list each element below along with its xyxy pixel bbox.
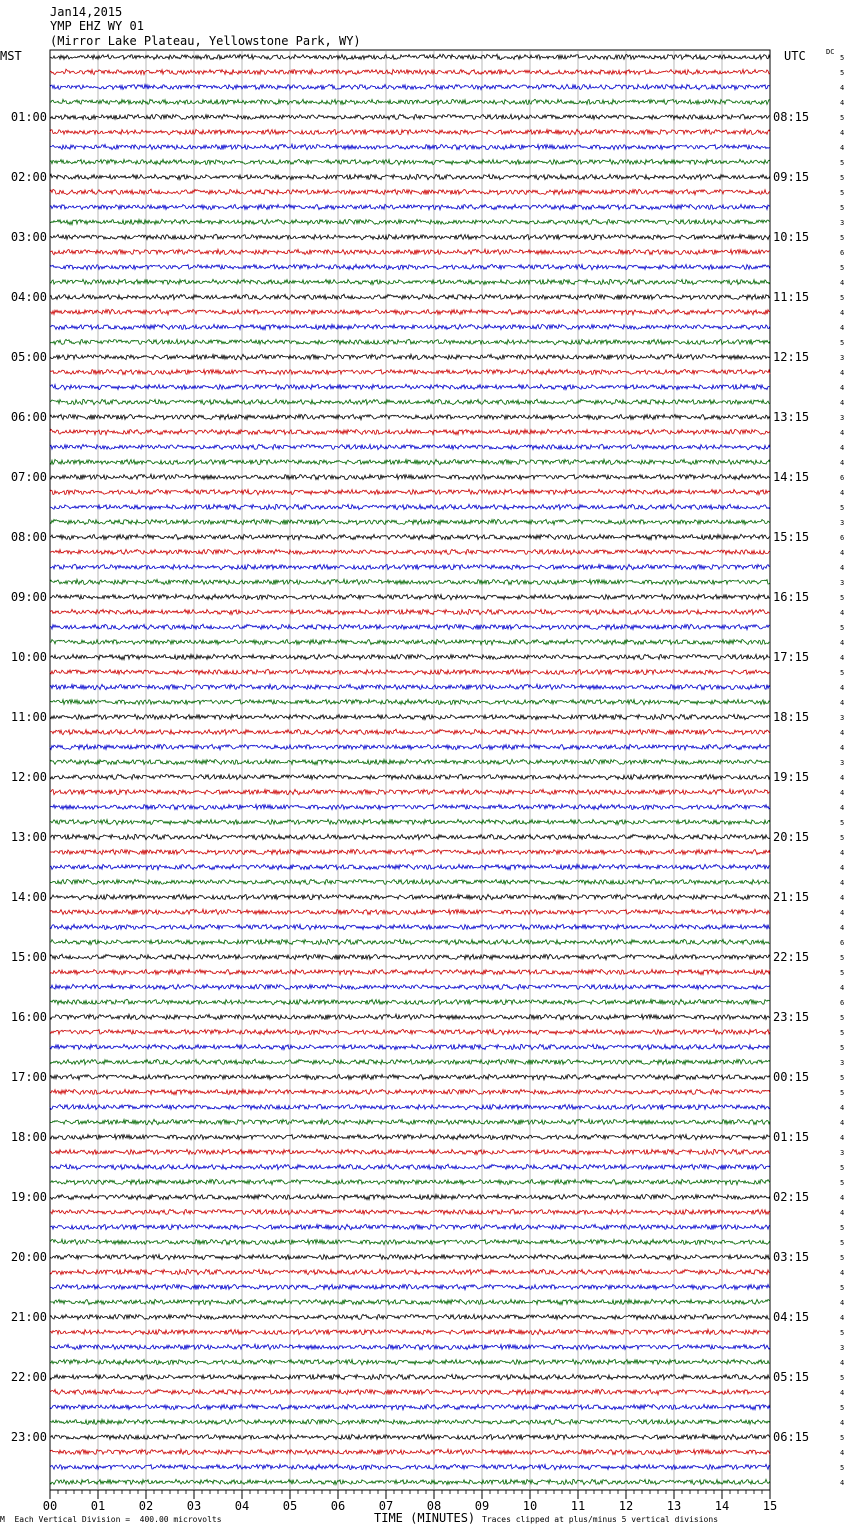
dc-offset-value: 4: [840, 429, 845, 437]
seismic-trace: [50, 1359, 770, 1365]
seismic-trace: [50, 264, 770, 269]
seismic-trace: [50, 1344, 770, 1349]
mst-hour-label: 05:00: [10, 350, 47, 364]
x-tick-label: 05: [282, 1499, 298, 1513]
seismic-trace: [50, 294, 770, 300]
dc-offset-value: 5: [840, 339, 845, 347]
dc-offset-value: 5: [840, 189, 845, 197]
dc-offset-value: 5: [840, 1044, 845, 1052]
dc-offset-value: 5: [840, 1329, 845, 1337]
seismic-trace: [50, 744, 770, 749]
utc-hour-label: 02:15: [773, 1190, 810, 1204]
dc-offset-value: 5: [840, 1464, 845, 1472]
seismic-trace: [50, 1029, 770, 1035]
seismic-trace: [50, 369, 770, 374]
seismic-trace: [50, 129, 770, 135]
dc-offset-value: 4: [840, 459, 845, 467]
dc-offset-value: 5: [840, 1089, 845, 1097]
dc-offset-value: 6: [840, 474, 845, 482]
x-tick-label: 06: [330, 1499, 346, 1513]
utc-hour-label: 11:15: [773, 290, 810, 304]
dc-offset-header: DC: [826, 48, 835, 56]
dc-offset-value: 4: [840, 399, 845, 407]
seismic-trace: [50, 1434, 770, 1440]
seismic-trace: [50, 114, 770, 119]
dc-offset-value: 5: [840, 1029, 845, 1037]
utc-hour-label: 00:15: [773, 1070, 810, 1084]
seismic-trace: [50, 309, 770, 314]
seismic-trace: [50, 429, 770, 435]
utc-hour-label: 23:15: [773, 1010, 810, 1024]
seismic-trace: [50, 249, 770, 255]
dc-offset-value: 4: [840, 1299, 845, 1307]
dc-offset-value: 4: [840, 699, 845, 707]
seismic-trace: [50, 1314, 770, 1319]
seismic-trace: [50, 144, 770, 149]
seismic-trace: [50, 669, 770, 675]
seismic-trace: [50, 1209, 770, 1215]
seismic-trace: [50, 444, 770, 450]
dc-offset-value: 5: [840, 969, 845, 977]
dc-offset-value: 5: [840, 159, 845, 167]
seismic-trace: [50, 69, 770, 74]
seismic-trace: [50, 699, 770, 704]
dc-offset-value: 4: [840, 1194, 845, 1202]
dc-offset-value: 5: [840, 834, 845, 842]
utc-hour-label: 22:15: [773, 950, 810, 964]
dc-offset-value: 4: [840, 1389, 845, 1397]
seismic-trace: [50, 924, 770, 930]
dc-offset-value: 4: [840, 849, 845, 857]
utc-hour-label: 20:15: [773, 830, 810, 844]
seismic-trace: [50, 219, 770, 224]
mst-hour-label: 08:00: [10, 530, 47, 544]
mst-hour-label: 16:00: [10, 1010, 47, 1024]
mst-hour-label: 02:00: [10, 170, 47, 184]
seismic-trace: [50, 324, 770, 329]
seismic-trace: [50, 564, 770, 570]
dc-offset-value: 3: [840, 1059, 845, 1067]
seismic-trace: [50, 819, 770, 825]
x-tick-label: 02: [138, 1499, 154, 1513]
station-location: (Mirror Lake Plateau, Yellowstone Park, WY): [50, 34, 361, 48]
mst-hour-label: 17:00: [10, 1070, 47, 1084]
seismic-trace: [50, 1134, 770, 1139]
x-tick-label: 14: [714, 1499, 730, 1513]
seismic-trace: [50, 1404, 770, 1409]
seismic-trace: [50, 729, 770, 735]
dc-offset-value: 4: [840, 639, 845, 647]
dc-offset-value: 5: [840, 1014, 845, 1022]
utc-hour-label: 17:15: [773, 650, 810, 664]
station-id: YMP EHZ WY 01: [50, 19, 144, 33]
utc-hour-label: 10:15: [773, 230, 810, 244]
dc-offset-value: 4: [840, 684, 845, 692]
utc-hour-label: 19:15: [773, 770, 810, 784]
dc-offset-value: 5: [840, 1239, 845, 1247]
clip-note: Traces clipped at plus/minus 5 vertical divisions: [482, 1515, 719, 1524]
seismic-trace: [50, 594, 770, 600]
dc-offset-value: 4: [840, 1269, 845, 1277]
dc-offset-value: 4: [840, 1419, 845, 1427]
dc-offset-value: 4: [840, 144, 845, 152]
dc-offset-value: 4: [840, 324, 845, 332]
seismic-trace: [50, 174, 770, 179]
dc-offset-value: 5: [840, 1074, 845, 1082]
dc-offset-value: 4: [840, 564, 845, 572]
utc-hour-label: 09:15: [773, 170, 810, 184]
seismic-trace: [50, 414, 770, 419]
dc-offset-value: 4: [840, 924, 845, 932]
mst-hour-label: 12:00: [10, 770, 47, 784]
dc-offset-value: 4: [840, 99, 845, 107]
seismic-trace: [50, 1089, 770, 1094]
x-tick-label: 09: [474, 1499, 490, 1513]
seismic-trace: [50, 849, 770, 854]
seismic-trace: [50, 489, 770, 495]
seismic-trace: [50, 159, 770, 165]
x-axis-title: TIME (MINUTES): [374, 1511, 476, 1525]
x-tick-label: 04: [234, 1499, 250, 1513]
dc-offset-value: 4: [840, 894, 845, 902]
seismic-trace: [50, 1269, 770, 1275]
seismic-trace: [50, 1194, 770, 1200]
utc-hour-label: 06:15: [773, 1430, 810, 1444]
seismic-trace: [50, 1014, 770, 1019]
seismic-trace: [50, 1419, 770, 1424]
mst-hour-label: 13:00: [10, 830, 47, 844]
dc-offset-value: 5: [840, 1374, 845, 1382]
utc-hour-label: 13:15: [773, 410, 810, 424]
dc-offset-value: 4: [840, 1104, 845, 1112]
chart-date: Jan14,2015: [50, 5, 123, 19]
seismic-trace: [50, 1254, 770, 1260]
dc-offset-value: 5: [840, 1224, 845, 1232]
dc-offset-value: 5: [840, 1254, 845, 1262]
seismic-trace: [50, 1164, 770, 1170]
dc-offset-value: 4: [840, 129, 845, 137]
seismic-trace: [50, 474, 770, 479]
utc-hour-label: 05:15: [773, 1370, 810, 1384]
dc-offset-value: 4: [840, 444, 845, 452]
dc-offset-value: 3: [840, 1344, 845, 1352]
seismic-trace: [50, 999, 770, 1005]
dc-offset-value: 4: [840, 729, 845, 737]
dc-offset-value: 5: [840, 204, 845, 212]
dc-offset-value: 4: [840, 789, 845, 797]
dc-offset-value: 4: [840, 384, 845, 392]
x-tick-label: 01: [90, 1499, 106, 1513]
dc-offset-value: 5: [840, 504, 845, 512]
x-tick-label: 07: [378, 1499, 394, 1513]
dc-offset-value: 4: [840, 279, 845, 287]
seismic-trace: [50, 1179, 770, 1184]
mst-hour-label: 10:00: [10, 650, 47, 664]
dc-offset-value: 3: [840, 759, 845, 767]
seismic-trace: [50, 99, 770, 104]
x-tick-label: 15: [762, 1499, 778, 1513]
seismic-trace: [50, 1074, 770, 1079]
seismic-trace: [50, 894, 770, 900]
dc-offset-value: 4: [840, 879, 845, 887]
seismic-trace: [50, 279, 770, 284]
seismic-trace: [50, 354, 770, 360]
seismic-trace: [50, 339, 770, 345]
dc-offset-value: 3: [840, 519, 845, 527]
utc-hour-label: 04:15: [773, 1310, 810, 1324]
x-tick-label: 11: [570, 1499, 586, 1513]
dc-offset-value: 4: [840, 744, 845, 752]
seismic-trace: [50, 1119, 770, 1125]
dc-offset-value: 3: [840, 1149, 845, 1157]
seismic-trace: [50, 534, 770, 540]
seismic-trace: [50, 1239, 770, 1244]
dc-offset-value: 4: [840, 609, 845, 617]
dc-offset-value: 5: [840, 264, 845, 272]
dc-offset-value: 5: [840, 294, 845, 302]
x-tick-label: 00: [42, 1499, 58, 1513]
x-tick-label: 12: [618, 1499, 634, 1513]
seismic-trace: [50, 1224, 770, 1229]
seismic-trace: [50, 54, 770, 59]
dc-offset-value: 5: [840, 594, 845, 602]
seismic-trace: [50, 504, 770, 510]
mst-hour-label: 15:00: [10, 950, 47, 964]
dc-offset-value: 5: [840, 1434, 845, 1442]
x-tick-label: 08: [426, 1499, 442, 1513]
seismic-trace: [50, 234, 770, 240]
seismic-trace: [50, 1464, 770, 1470]
seismic-trace: [50, 1389, 770, 1395]
dc-offset-value: 4: [840, 909, 845, 917]
dc-offset-value: 4: [840, 309, 845, 317]
dc-offset-value: 3: [840, 354, 845, 362]
mst-hour-label: 19:00: [10, 1190, 47, 1204]
seismic-trace: [50, 189, 770, 195]
seismic-trace: [50, 1104, 770, 1110]
seismic-trace: [50, 204, 770, 209]
dc-offset-value: 3: [840, 579, 845, 587]
x-tick-label: 13: [666, 1499, 682, 1513]
dc-offset-value: 5: [840, 1404, 845, 1412]
seismic-trace: [50, 909, 770, 914]
dc-offset-value: 4: [840, 984, 845, 992]
seismic-trace: [50, 984, 770, 989]
dc-offset-value: 4: [840, 774, 845, 782]
mst-hour-label: 01:00: [10, 110, 47, 124]
dc-offset-value: 4: [840, 1209, 845, 1217]
seismic-trace: [50, 84, 770, 89]
mst-hour-label: 21:00: [10, 1310, 47, 1324]
dc-offset-value: 4: [840, 654, 845, 662]
dc-offset-value: 5: [840, 114, 845, 122]
seismic-trace: [50, 1329, 770, 1335]
seismic-trace: [50, 759, 770, 765]
dc-offset-value: 3: [840, 219, 845, 227]
seismic-trace: [50, 954, 770, 960]
dc-offset-value: 5: [840, 669, 845, 677]
mst-hour-label: 03:00: [10, 230, 47, 244]
seismic-trace: [50, 834, 770, 840]
mst-hour-label: 04:00: [10, 290, 47, 304]
dc-offset-value: 3: [840, 714, 845, 722]
x-tick-label: 03: [186, 1499, 202, 1513]
dc-offset-value: 4: [840, 804, 845, 812]
left-timezone-label: MST: [0, 49, 22, 63]
dc-offset-value: 5: [840, 954, 845, 962]
utc-hour-label: 16:15: [773, 590, 810, 604]
seismic-trace: [50, 624, 770, 630]
dc-offset-value: 6: [840, 939, 845, 947]
seismic-trace: [50, 399, 770, 405]
mst-hour-label: 09:00: [10, 590, 47, 604]
dc-offset-value: 5: [840, 1164, 845, 1172]
seismic-trace: [50, 1479, 770, 1484]
dc-offset-value: 5: [840, 54, 845, 62]
dc-offset-value: 6: [840, 249, 845, 257]
mst-hour-label: 11:00: [10, 710, 47, 724]
seismic-trace: [50, 549, 770, 554]
seismic-trace: [50, 684, 770, 690]
mst-hour-label: 06:00: [10, 410, 47, 424]
seismic-trace: [50, 939, 770, 944]
right-timezone-label: UTC: [784, 49, 806, 63]
seismic-trace: [50, 1044, 770, 1049]
seismic-trace: [50, 1374, 770, 1379]
utc-hour-label: 01:15: [773, 1130, 810, 1144]
dc-offset-value: 4: [840, 489, 845, 497]
x-tick-label: 10: [522, 1499, 538, 1513]
seismic-trace: [50, 789, 770, 795]
seismic-trace: [50, 654, 770, 659]
dc-offset-value: 4: [840, 1119, 845, 1127]
dc-offset-value: 4: [840, 1314, 845, 1322]
mst-hour-label: 14:00: [10, 890, 47, 904]
seismic-trace: [50, 1299, 770, 1305]
dc-offset-value: 5: [840, 234, 845, 242]
dc-offset-value: 5: [840, 174, 845, 182]
seismic-trace: [50, 969, 770, 974]
dc-offset-value: 5: [840, 69, 845, 77]
mst-hour-label: 22:00: [10, 1370, 47, 1384]
mst-hour-label: 20:00: [10, 1250, 47, 1264]
dc-offset-value: 5: [840, 624, 845, 632]
seismic-trace: [50, 804, 770, 809]
seismic-trace: [50, 774, 770, 780]
seismic-trace: [50, 1284, 770, 1289]
mst-hour-label: 23:00: [10, 1430, 47, 1444]
seismic-trace: [50, 1149, 770, 1154]
dc-offset-value: 4: [840, 1479, 845, 1487]
seismic-trace: [50, 1059, 770, 1065]
scale-note: M Each Vertical Division = 400.00 microvolts: [0, 1515, 222, 1524]
seismic-trace: [50, 714, 770, 719]
seismic-trace: [50, 864, 770, 870]
seismic-trace: [50, 1449, 770, 1454]
utc-hour-label: 08:15: [773, 110, 810, 124]
dc-offset-value: 6: [840, 999, 845, 1007]
seismic-trace: [50, 639, 770, 644]
dc-offset-value: 4: [840, 84, 845, 92]
dc-offset-value: 4: [840, 864, 845, 872]
mst-hour-label: 07:00: [10, 470, 47, 484]
dc-offset-value: 5: [840, 1284, 845, 1292]
mst-hour-label: 18:00: [10, 1130, 47, 1144]
utc-hour-label: 21:15: [773, 890, 810, 904]
utc-hour-label: 03:15: [773, 1250, 810, 1264]
seismic-trace: [50, 384, 770, 390]
dc-offset-value: 4: [840, 549, 845, 557]
seismic-trace: [50, 459, 770, 464]
dc-offset-value: 4: [840, 369, 845, 377]
dc-offset-value: 4: [840, 1359, 845, 1367]
seismic-trace: [50, 609, 770, 614]
seismic-trace: [50, 519, 770, 524]
seismic-trace: [50, 579, 770, 584]
dc-offset-value: 4: [840, 1134, 845, 1142]
dc-offset-value: 3: [840, 414, 845, 422]
dc-offset-value: 4: [840, 1449, 845, 1457]
utc-hour-label: 12:15: [773, 350, 810, 364]
utc-hour-label: 15:15: [773, 530, 810, 544]
seismic-trace: [50, 879, 770, 884]
dc-offset-value: 5: [840, 1179, 845, 1187]
dc-offset-value: 6: [840, 534, 845, 542]
dc-offset-value: 5: [840, 819, 845, 827]
utc-hour-label: 18:15: [773, 710, 810, 724]
utc-hour-label: 14:15: [773, 470, 810, 484]
